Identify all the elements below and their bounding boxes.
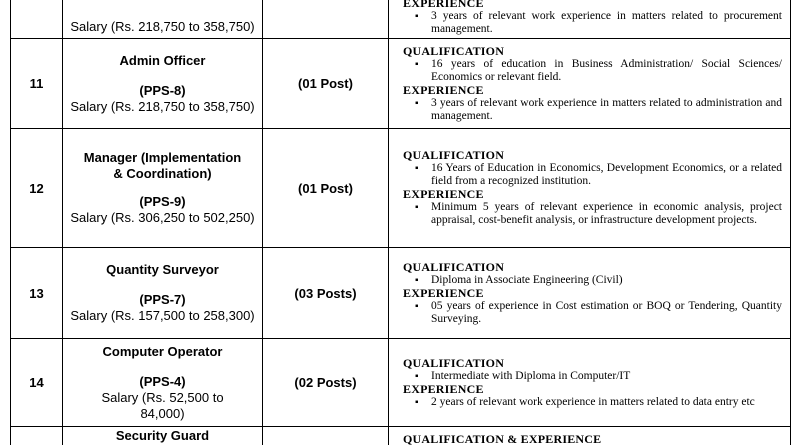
vacancy-table: [10, 0, 791, 445]
requirement-list: [403, 370, 782, 383]
row-number: 13: [11, 248, 63, 339]
requirements-cell: [389, 427, 791, 445]
table-row: [11, 427, 791, 445]
requirement-list: [403, 97, 782, 123]
post-count: [263, 0, 389, 39]
requirement-heading: QUALIFICATION: [403, 148, 505, 162]
requirements-cell: [389, 248, 791, 339]
position-cell: [63, 39, 263, 129]
requirement-list: [403, 10, 782, 36]
row-number: 14: [11, 339, 63, 427]
requirement-list: [403, 396, 782, 409]
requirement-heading: QUALIFICATION: [403, 259, 505, 274]
table-row: [11, 339, 791, 427]
requirement-item: ▪ 3 years of relevant work experience in matters related to administration and management.: [431, 97, 782, 123]
requirement-heading: EXPERIENCE: [403, 381, 484, 396]
post-count: [263, 427, 389, 445]
requirement-heading: QUALIFICATION: [403, 43, 505, 58]
post-count: (03 Posts): [263, 248, 389, 339]
table-row: [11, 0, 791, 39]
post-count: (01 Post): [263, 129, 389, 248]
requirement-item: ▪ 3 years of relevant work experience in matters related to procurement management.: [431, 10, 782, 36]
requirements-cell: [389, 39, 791, 129]
table-row: [11, 248, 791, 339]
row-number: [11, 0, 63, 39]
salary-range: Salary (Rs. 218,750 to 358,750): [70, 19, 255, 34]
requirement-heading: EXPERIENCE: [403, 0, 484, 10]
position-title: Computer Operator: [102, 343, 223, 359]
requirement-heading: EXPERIENCE: [403, 82, 484, 97]
salary-range: Salary (Rs. 157,500 to 258,300): [70, 308, 255, 323]
salary-range: Salary (Rs. 52,500 to 84,000): [101, 389, 224, 421]
position-title: Quantity Surveyor: [106, 262, 219, 277]
table-row: [11, 129, 791, 248]
row-number: 11: [11, 39, 63, 129]
row-number: [11, 427, 63, 445]
position-cell: [63, 129, 263, 248]
position-cell: [63, 0, 263, 39]
pay-scale: (PPS-4): [139, 373, 186, 389]
requirement-heading: QUALIFICATION: [403, 355, 505, 370]
salary-range: Salary (Rs. 306,250 to 502,250): [70, 210, 255, 225]
pay-scale: (PPS-9): [139, 194, 186, 209]
pay-scale: (PPS-8): [139, 82, 186, 98]
post-count: (01 Post): [263, 39, 389, 129]
requirement-heading: EXPERIENCE: [403, 187, 484, 201]
position-cell: [63, 248, 263, 339]
position-title: Manager (Implementation & Coordination): [83, 150, 242, 181]
requirement-list: [403, 162, 782, 188]
requirement-item: ▪ 16 Years of Education in Economics, Development Economics, or a related field from a recognized institution.: [431, 162, 782, 188]
requirement-item: ▪ 16 years of education in Business Administration/ Social Sciences/ Economics or relevant field.: [431, 58, 782, 84]
requirements-cell: [389, 339, 791, 427]
requirement-item: ▪ Minimum 5 years of relevant experience in economic analysis, project appraisal, cost-benefit analysis, or infrastructure development projects.: [431, 201, 782, 227]
requirement-heading: EXPERIENCE: [403, 285, 484, 300]
position-title: Admin Officer: [119, 52, 206, 68]
position-cell: [63, 339, 263, 427]
table-row: [11, 39, 791, 129]
position-title: Security Guard: [115, 428, 210, 443]
requirement-item: ▪ 2 years of relevant work experience in matters related to data entry etc: [431, 396, 782, 409]
requirement-list: [403, 58, 782, 84]
requirement-item: ▪ Intermediate with Diploma in Computer/IT: [431, 370, 782, 383]
salary-range: Salary (Rs. 218,750 to 358,750): [70, 98, 255, 114]
position-cell: [63, 427, 263, 445]
requirement-item: ▪ Diploma in Associate Engineering (Civil): [431, 274, 782, 287]
post-count: (02 Posts): [263, 339, 389, 427]
row-number: 12: [11, 129, 63, 248]
requirement-item: ▪ 05 years of experience in Cost estimation or BOQ or Tendering, Quantity Surveying.: [431, 300, 782, 326]
requirements-cell: [389, 0, 791, 39]
requirement-list: [403, 300, 782, 326]
requirement-heading: QUALIFICATION & EXPERIENCE: [403, 432, 602, 445]
pay-scale: (PPS-7): [139, 292, 186, 307]
requirement-list: [403, 201, 782, 227]
requirement-list: [403, 274, 782, 287]
requirements-cell: [389, 129, 791, 248]
